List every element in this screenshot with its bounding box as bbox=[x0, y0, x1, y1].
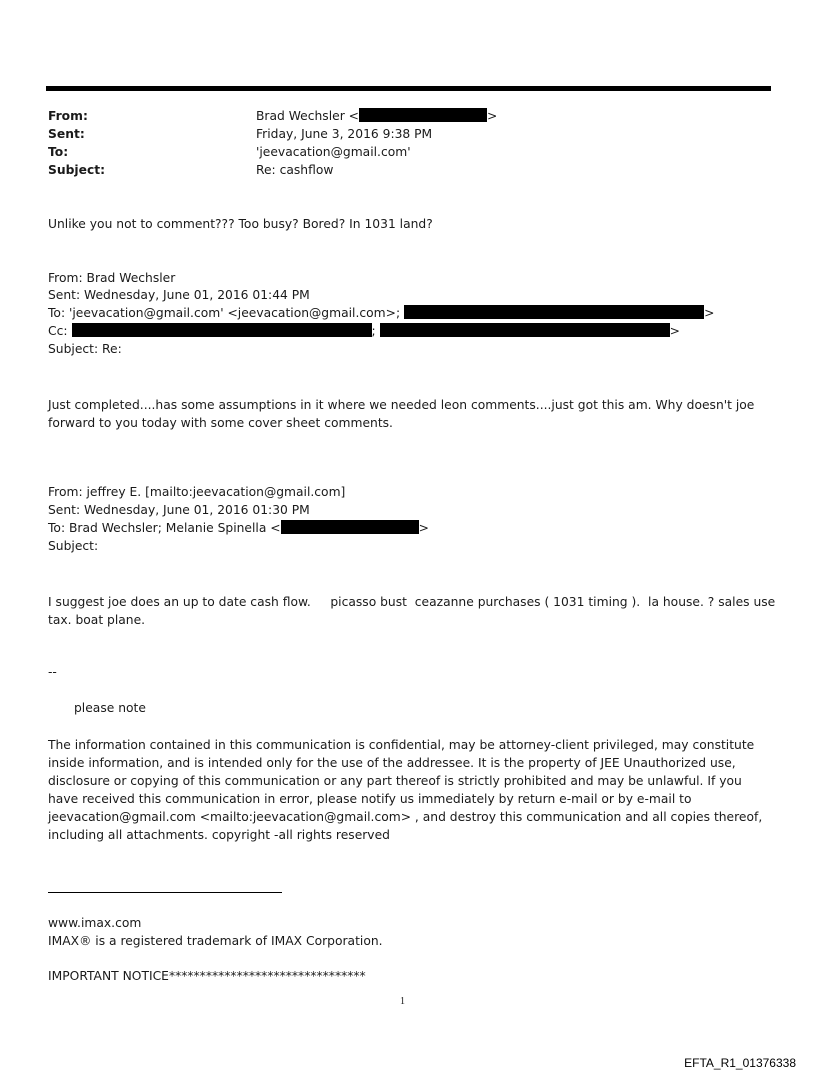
redaction-box bbox=[359, 108, 487, 122]
from-value bbox=[256, 107, 497, 125]
quote2-sent: Sent: Wednesday, June 01, 2016 01:30 PM bbox=[48, 503, 310, 517]
quote1-body: Just completed....has some assumptions in it where we needed leon comments....just got this am. Why doesn't joe forward to you today with some cover sheet comments. bbox=[48, 398, 755, 430]
quote1-to-close: > bbox=[704, 306, 715, 320]
quote1-subject: Subject: Re: bbox=[48, 342, 122, 356]
page-number: 1 bbox=[400, 996, 405, 1007]
quote2-from: From: jeffrey E. [mailto:jeevacation@gmail.com] bbox=[48, 485, 346, 499]
quote1-cc bbox=[48, 323, 773, 340]
quote1-cc-close: > bbox=[669, 324, 680, 338]
sent-row bbox=[48, 125, 768, 143]
quote1-to bbox=[48, 305, 773, 322]
quote1-from: From: Brad Wechsler bbox=[48, 271, 176, 285]
from-row bbox=[48, 107, 768, 125]
confidentiality-disclaimer: The information contained in this communication is confidential, may be attorney-client privileged, may constitute inside information, and is intended only for the use of the addressee. It is the property of JEE Unauthorized use, disclosure or copying of this communication or any part thereof is strictly prohibited and may be unlawful. If you have received this communication in error, please notify us immediately by return e-mail or by e-mail to jeevacation@gmail.com <mailto:jeevacation@gmail.com> , and destroy this communication and all copies thereof, including all attachments. copyright -all rights reserved bbox=[48, 738, 763, 842]
redaction-box bbox=[380, 323, 670, 337]
quote1-cc-sep: ; bbox=[371, 324, 376, 338]
from-label: From: bbox=[48, 109, 88, 123]
redaction-box bbox=[404, 305, 704, 319]
signature-separator: -- bbox=[48, 665, 57, 679]
redaction-box bbox=[281, 520, 419, 534]
body-line: Unlike you not to comment??? Too busy? Bored? In 1031 land? bbox=[48, 217, 433, 231]
header-divider bbox=[46, 86, 771, 91]
quote1-sent: Sent: Wednesday, June 01, 2016 01:44 PM bbox=[48, 288, 310, 302]
from-close: > bbox=[486, 109, 498, 123]
to-row bbox=[48, 143, 768, 161]
quote1-to-text: To: 'jeevacation@gmail.com' <jeevacation@gmail.com>; bbox=[48, 306, 401, 320]
quote2-to bbox=[48, 520, 773, 537]
important-notice: IMPORTANT NOTICE******************************** bbox=[48, 969, 366, 983]
from-name: Brad Wechsler < bbox=[256, 109, 359, 123]
quote1-cc-label: Cc: bbox=[48, 324, 68, 338]
subject-value: Re: cashflow bbox=[256, 163, 334, 177]
sent-value: Friday, June 3, 2016 9:38 PM bbox=[256, 127, 433, 141]
to-value: 'jeevacation@gmail.com' bbox=[256, 145, 411, 159]
quote2-subject: Subject: bbox=[48, 539, 99, 553]
please-note: please note bbox=[74, 701, 146, 715]
sent-label: Sent: bbox=[48, 127, 85, 141]
trademark-text: IMAX® is a registered trademark of IMAX Corporation. bbox=[48, 934, 383, 948]
subject-label: Subject: bbox=[48, 163, 106, 177]
quote2-to-close: > bbox=[418, 521, 429, 535]
to-label: To: bbox=[48, 145, 69, 159]
footer-divider bbox=[48, 892, 282, 893]
quote2-to-text: To: Brad Wechsler; Melanie Spinella < bbox=[48, 521, 281, 535]
redaction-box bbox=[72, 323, 372, 337]
quote2-body: I suggest joe does an up to date cash flow. picasso bust ceazanne purchases ( 1031 timing ). la house. ? sales use tax. boat plane. bbox=[48, 595, 780, 627]
bates-number: EFTA_R1_01376338 bbox=[684, 1056, 796, 1070]
subject-row bbox=[48, 161, 768, 179]
website-text: www.imax.com bbox=[48, 916, 142, 930]
